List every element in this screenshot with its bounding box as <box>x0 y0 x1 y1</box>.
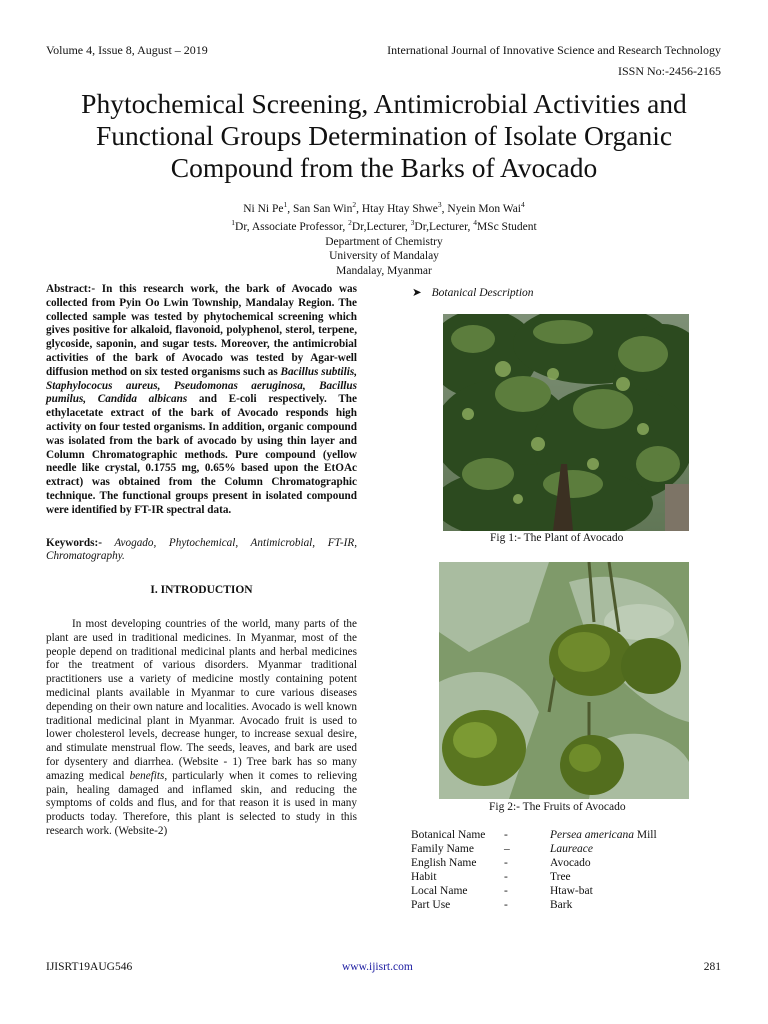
botanical-separator: – <box>504 843 510 855</box>
botanical-separator: - <box>504 871 508 883</box>
botanical-value <box>550 856 657 870</box>
section-heading-introduction: I. INTRODUCTION <box>150 584 253 597</box>
botanical-value-suffix: Mill <box>634 829 657 841</box>
botanical-value-text: Htaw-bat <box>550 885 593 897</box>
keywords-label: Keywords:- <box>46 536 102 549</box>
author-name: Ni Ni Pe <box>243 202 284 215</box>
volume-issue: Volume 4, Issue 8, August – 2019 <box>46 43 208 57</box>
botanical-value-text: Persea americana <box>550 829 634 841</box>
article-code: IJISRT19AUG546 <box>46 961 133 973</box>
website-link[interactable]: www.ijisrt.com <box>342 961 413 973</box>
botanical-value <box>550 828 657 842</box>
author-name: San San Win <box>292 202 353 215</box>
page-number: 281 <box>703 961 721 973</box>
botanical-value-text: Tree <box>550 871 571 883</box>
botanical-value-text: Avocado <box>550 857 591 869</box>
figure-avocado-plant <box>443 314 689 531</box>
keywords <box>46 537 357 565</box>
botanical-value <box>550 870 657 884</box>
issn: ISSN No:-2456-2165 <box>617 64 721 78</box>
avocado-fruits-image <box>439 562 689 799</box>
figure-1-caption: Fig 1:- The Plant of Avocado <box>490 532 624 544</box>
botanical-info-row <box>411 828 657 842</box>
journal-name: International Journal of Innovative Science and Research Technology <box>387 43 721 57</box>
botanical-value <box>550 884 657 898</box>
botanical-separator: - <box>504 857 508 869</box>
botanical-info-row <box>411 842 657 856</box>
author-names: Ni Ni Pe$^1$, San San Win$^2$, Htay Htay Shwe$^3$, Nyein Mon Wai$^4$ <box>243 200 525 215</box>
botanical-label: Habit <box>411 871 437 883</box>
introduction-paragraph: In most developing countries of the world, many parts of the plant are used in traditional medicines. In Myanmar, most of the people depend on traditional medicinal plants and herbal medicines for the treatment of various disorders. Myanmar traditional practitioners use a variety of medicine mostly containing potent medicinal plants available in Myanmar to cure various diseases depending on their own nature and localities. Avocado is well known traditional medicinal plant in Myanmar. Avocado fruit is used to lower cholesterol levels, decrease hunger, to increase sexual desire, and stimulate menstrual flow. The seeds, leaves, and bark are used for dysentery and diarrhea. (Website - 1) Tree bark has so many amazing medical benefits, particularly when it comes to relieving pain, healing damaged and inflamed skin, and reducing the symptoms of colds and flus, and for that reason it is used in many products today. Therefore, this plant is selected to study in this research work. (Website-2) <box>46 617 357 837</box>
botanical-separator: - <box>504 899 508 911</box>
botanical-label: English Name <box>411 857 477 869</box>
botanical-label: Botanical Name <box>411 829 486 841</box>
figure-avocado-fruits <box>439 562 689 799</box>
author-name: Htay Htay Shwe <box>361 202 438 215</box>
botanical-info-row <box>411 870 657 884</box>
botanical-info-row <box>411 898 657 912</box>
botanical-value <box>550 898 657 912</box>
left-column <box>46 283 357 839</box>
author-roles: $^1$Dr, Associate Professor, $^2$Dr,Lecturer, $^3$Dr,Lecturer, $^4$MSc Student <box>231 218 537 234</box>
botanical-info-table <box>411 828 657 912</box>
botanical-label: Local Name <box>411 885 468 897</box>
author-block <box>0 198 768 278</box>
botanical-description-heading: ➤ Botanical Description <box>412 287 534 299</box>
avocado-tree-image <box>443 314 689 531</box>
author-name: Nyein Mon Wai <box>447 202 521 215</box>
paper-title: Phytochemical Screening, Antimicrobial Activities and Functional Groups Determination of Isolate Organic Compound from the Barks of Avocado <box>81 88 687 183</box>
figure-2-caption: Fig 2:- The Fruits of Avocado <box>489 801 626 813</box>
botanical-separator: - <box>504 829 508 841</box>
botanical-value <box>550 842 657 856</box>
botanical-value-text: Bark <box>550 899 573 911</box>
organism-list: Bacillus subtilis, Staphylococus aureus, Pseudomonas aeruginosa, Bacillus pumilus, Candida albicans <box>46 365 357 406</box>
location: Mandalay, Myanmar <box>336 264 432 277</box>
botanical-separator: - <box>504 885 508 897</box>
botanical-info-row <box>411 884 657 898</box>
botanical-label: Part Use <box>411 899 451 911</box>
botanical-label: Family Name <box>411 843 474 855</box>
arrow-bullet-icon: ➤ <box>412 287 422 299</box>
abstract: Abstract:- In this research work, the bark of Avocado was collected from Pyin Oo Lwin Township, Mandalay Region. The collected sample was tested by phytochemical screening which gives positive for alkaloid, flavonoid, polyphenol, sterol, terpene, glycoside, saponin, and sugar tests. Moreover, the antimicrobial activities of the bark of Avocado was tested by Agar-well diffusion method on six tested organisms such as Bacillus subtilis, Staphylococus aureus, Pseudomonas aeruginosa, Bacillus pumilus, Candida albicans and E-coli respectively. The ethylacetate extract of the bark of Avocado responds high activity on four tested organisms. In addition, organic compound was isolated from the bark of avocado by using thin layer and Column Chromatographic methods. Pure compound (yellow needle like crystal, 0.1755 mg, 0.65% based upon the EtOAc extract) was obtained from the Column Chromatographic technique. The functional groups present in isolated compound were identified by FT-IR spectral data. <box>46 283 357 516</box>
department: Department of Chemistry <box>325 235 443 248</box>
botanical-value-text: Laureace <box>550 843 594 855</box>
university: University of Mandalay <box>329 250 439 263</box>
botanical-info-row <box>411 856 657 870</box>
keywords-text: Avogado, Phytochemical, Antimicrobial, FT-IR, Chromatography. <box>46 536 357 563</box>
